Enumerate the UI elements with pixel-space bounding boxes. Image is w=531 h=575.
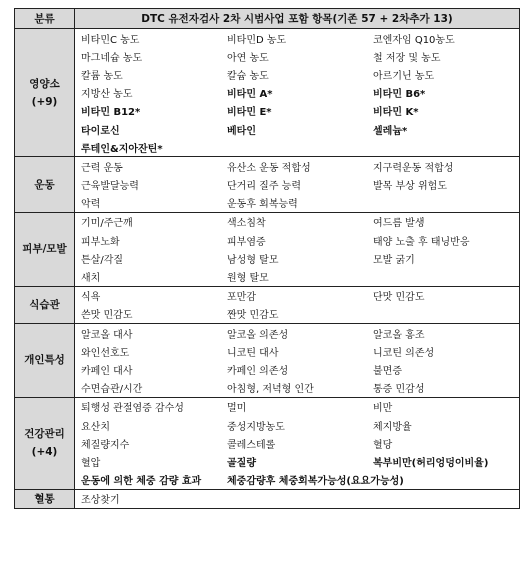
test-item: 카페인 의존성 [227, 365, 289, 377]
category-label [15, 324, 75, 398]
category-items [75, 157, 520, 213]
item-row [75, 267, 519, 285]
item-row [75, 398, 519, 416]
category-label-line: 혈통 [34, 492, 55, 505]
header-title: DTC 유전자검사 2차 시범사업 포함 항목(기존 57 + 2차추가 13) [75, 9, 520, 29]
test-item: 운동후 회복능력 [227, 199, 298, 211]
document [14, 8, 519, 509]
test-item: 여드름 발생 [373, 218, 425, 230]
test-item: 퇴행성 관절염증 감수성 [81, 403, 184, 415]
item-row [75, 176, 519, 194]
category-label-line: 피부/모발 [22, 243, 67, 256]
category-label [15, 489, 75, 508]
test-item: 근육발달능력 [81, 181, 139, 193]
category-label-line: (+4) [31, 446, 58, 459]
item-row [75, 416, 519, 434]
category-label [15, 29, 75, 157]
test-item: 니코틴 의존성 [373, 347, 435, 359]
test-item: 비타민D 농도 [227, 34, 287, 46]
test-item: 비만 [373, 403, 393, 415]
item-row [75, 379, 519, 397]
item-row [75, 452, 519, 470]
test-item: 골질량 [227, 457, 256, 469]
test-item: 단거리 질주 능력 [227, 181, 301, 193]
test-item: 태양 노출 후 태닝반응 [373, 236, 470, 248]
test-item: 불면증 [373, 365, 402, 377]
item-row [75, 84, 519, 102]
test-item: 식욕 [81, 292, 101, 304]
item-row [75, 29, 519, 47]
test-item: 비타민 K* [373, 107, 419, 119]
test-item: 피부노화 [81, 236, 120, 248]
test-item: 유산소 운동 적합성 [227, 162, 311, 174]
category-label-line: 영양소 [29, 77, 60, 90]
item-row [75, 65, 519, 83]
item-row [75, 434, 519, 452]
item-row [75, 249, 519, 267]
test-item: 칼륨 농도 [81, 70, 123, 82]
test-item: 복부비만(허리엉덩이비율) [373, 457, 489, 469]
test-item: 지방산 농도 [81, 89, 133, 101]
test-item: 근력 운동 [81, 162, 123, 174]
header-row [15, 9, 520, 29]
category-row-personal-traits [15, 324, 520, 398]
test-item: 알코올 홍조 [373, 329, 425, 341]
test-item: 와인선호도 [81, 347, 130, 359]
item-row [75, 305, 519, 323]
category-label [15, 397, 75, 489]
test-item: 색소침착 [227, 218, 266, 230]
header-category: 분류 [15, 9, 75, 29]
test-item: 체중감량후 체중회복가능성(요요가능성) [227, 476, 404, 488]
category-items [75, 286, 520, 323]
test-item: 지구력운동 적합성 [373, 162, 454, 174]
item-row [75, 194, 519, 212]
test-item: 운동에 의한 체중 감량 효과 [81, 476, 202, 488]
test-item: 조상찾기 [81, 495, 120, 507]
item-row [75, 360, 519, 378]
category-items [75, 212, 520, 286]
test-item: 쓴맛 민감도 [81, 310, 133, 322]
test-item: 비타민C 농도 [81, 34, 140, 46]
test-item: 악력 [81, 199, 101, 211]
category-label-line: (+9) [31, 95, 58, 108]
test-item: 베타인 [227, 125, 256, 137]
category-label-line: 식습관 [29, 298, 60, 311]
table-body [15, 29, 520, 509]
category-row-eating-habits [15, 286, 520, 323]
test-item: 셀레늄* [373, 125, 408, 137]
test-item: 코엔자임 Q10농도 [373, 34, 455, 46]
item-row [75, 342, 519, 360]
category-label [15, 157, 75, 213]
test-item: 아연 농도 [227, 52, 269, 64]
category-label-line: 운동 [34, 178, 55, 191]
test-item: 모발 굵기 [373, 254, 415, 266]
test-item: 피부염증 [227, 236, 266, 248]
item-row [75, 471, 519, 489]
item-row [75, 102, 519, 120]
category-items [75, 489, 520, 508]
test-item: 짠맛 민감도 [227, 310, 279, 322]
test-item: 아침형, 저녁형 인간 [227, 384, 314, 396]
category-label-line: 개인특성 [24, 354, 65, 367]
test-item: 발목 부상 위험도 [373, 181, 447, 193]
test-item: 중성지방농도 [227, 421, 285, 433]
test-item: 비타민 A* [227, 89, 273, 101]
test-item: 비타민 B6* [373, 89, 426, 101]
items-table [14, 8, 520, 509]
test-item: 단맛 민감도 [373, 292, 425, 304]
item-row [75, 287, 519, 305]
test-item: 남성형 탈모 [227, 254, 279, 266]
test-item: 멀미 [227, 403, 247, 415]
item-row [75, 490, 519, 508]
category-row-ancestry [15, 489, 520, 508]
test-item: 철 저장 및 농도 [373, 52, 441, 64]
test-item: 루테인&지아잔틴* [81, 143, 163, 155]
category-row-exercise [15, 157, 520, 213]
category-row-nutrition [15, 29, 520, 157]
category-label [15, 212, 75, 286]
test-item: 알코올 의존성 [227, 329, 289, 341]
item-row [75, 157, 519, 175]
item-row [75, 213, 519, 231]
test-item: 콜레스테롤 [227, 439, 276, 451]
test-item: 혈압 [81, 457, 101, 469]
test-item: 포만감 [227, 292, 256, 304]
item-row [75, 324, 519, 342]
test-item: 알코올 대사 [81, 329, 133, 341]
test-item: 비타민 E* [227, 107, 272, 119]
test-item: 니코틴 대사 [227, 347, 279, 359]
category-label [15, 286, 75, 323]
item-row [75, 47, 519, 65]
test-item: 통증 민감성 [373, 384, 425, 396]
test-item: 체질량지수 [81, 439, 130, 451]
category-items [75, 324, 520, 398]
category-items [75, 397, 520, 489]
category-items [75, 29, 520, 157]
test-item: 수면습관/시간 [81, 384, 143, 396]
test-item: 마그네슘 농도 [81, 52, 143, 64]
test-item: 비타민 B12* [81, 107, 141, 119]
test-item: 새치 [81, 273, 101, 285]
test-item: 칼슘 농도 [227, 70, 269, 82]
item-row [75, 120, 519, 138]
test-item: 아르기닌 농도 [373, 70, 435, 82]
category-row-skin-hair [15, 212, 520, 286]
category-label-line: 건강관리 [24, 428, 65, 441]
test-item: 혈당 [373, 439, 393, 451]
item-row [75, 231, 519, 249]
test-item: 요산치 [81, 421, 110, 433]
test-item: 체지방율 [373, 421, 412, 433]
test-item: 튼살/각질 [81, 254, 124, 266]
category-row-health-management [15, 397, 520, 489]
test-item: 카페인 대사 [81, 365, 133, 377]
test-item: 타이로신 [81, 125, 120, 137]
item-row [75, 138, 519, 156]
test-item: 기미/주근깨 [81, 218, 133, 230]
test-item: 원형 탈모 [227, 273, 269, 285]
